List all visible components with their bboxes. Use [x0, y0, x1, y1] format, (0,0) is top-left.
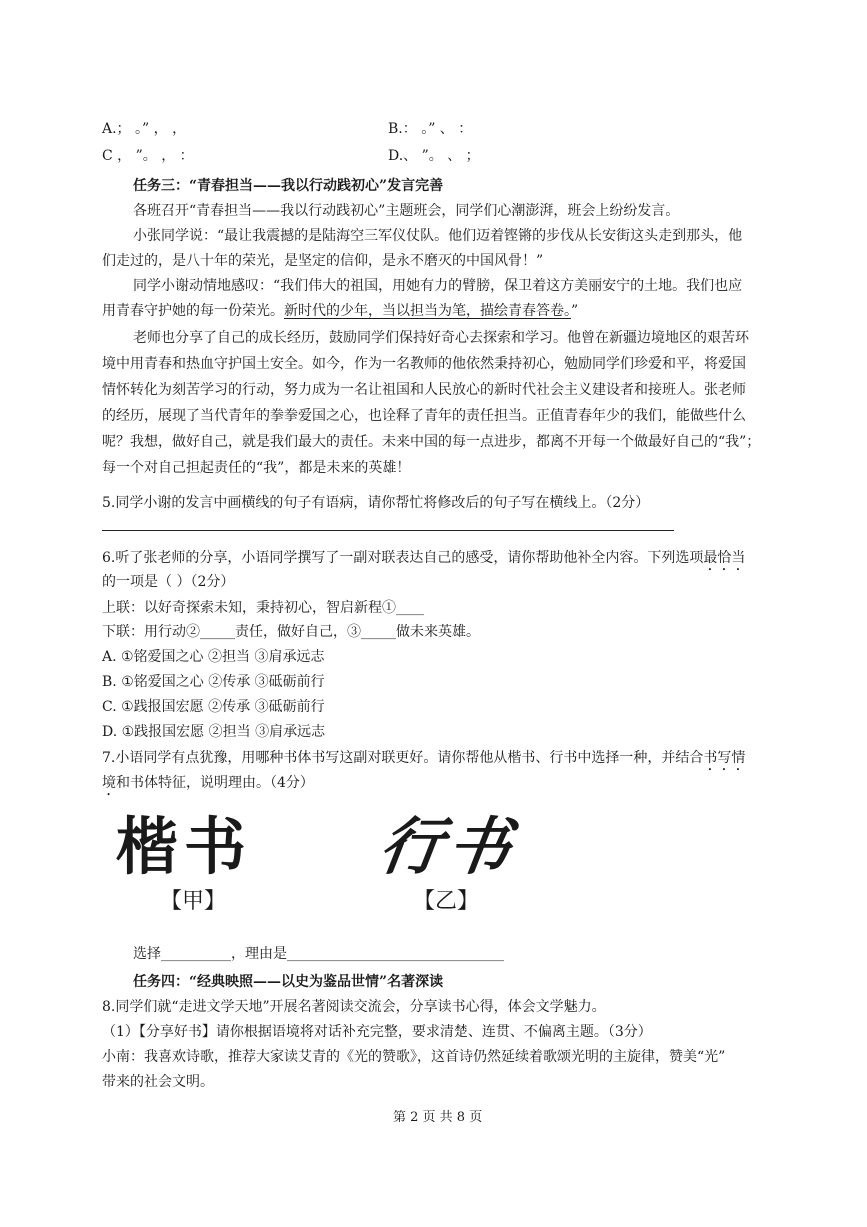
q6-emphasis: 最恰当 — [703, 550, 746, 566]
task3-intro: 各班召开“青春担当——我以行动践初心”主题班会，同学们心潮澎湃，班会上纷纷发言。 — [133, 203, 680, 219]
option-b: B.： 。” 、 ： — [388, 121, 473, 137]
teacher-line-4: 的经历，展现了当代青年的拳拳爱国之心，也诠释了青年的责任担当。正值青春年少的我们，能做些什么 — [102, 408, 746, 424]
q7-answer-line[interactable]: 选择__________，理由是_______________________________ — [133, 946, 504, 962]
option-a: A.； 。” ， ， — [102, 121, 187, 137]
q7-emphasis-1: 书写情 — [703, 750, 746, 766]
couplet-upper: 上联：以好奇探索未知，秉持初心，智启新程①____ — [102, 600, 424, 616]
xiaonan-line-1: 小南：我喜欢诗歌，推荐大家读艾青的《光的赞歌》，这首诗仍然延续着歌颂光明的主旋律，赞美“光” — [102, 1049, 726, 1065]
xie-speech-line-2 — [102, 301, 578, 321]
xingshu-sample: 行书 — [374, 810, 522, 883]
zhang-speech-line-2: 们走过的，是八十年的荣光，是坚定的信仰，是永不磨灭的中国风骨！” — [102, 253, 544, 269]
q5-answer-line[interactable] — [102, 530, 674, 531]
label-yi: 【乙】 — [413, 889, 480, 914]
q6-option-a: A. ①铭爱国之心 ②担当 ③肩承远志 — [102, 649, 325, 665]
q7-prompt-text: 7.小语同学有点犹豫，用哪种书体书写这副对联更好。请你帮他从楷书、行书中选择一种，并结合 — [102, 750, 704, 766]
option-d: D.、 ”。 、 ； — [388, 148, 480, 164]
task4-title: 任务四：“经典映照——以史为鉴品世情”名著深读 — [133, 974, 444, 990]
kaishu-sample: 楷书 — [116, 810, 253, 883]
q5-prompt: 5.同学小谢的发言中画横线的句子有语病，请你帮忙将修改后的句子写在横线上。（2分） — [102, 495, 650, 511]
xie-speech-plain: 用青春守护她的每一份荣光。 — [102, 303, 284, 319]
q8-prompt: 8.同学们就“走进文学天地”开展名著阅读交流会，分享读书心得，体会文学魅力。 — [102, 999, 606, 1015]
teacher-line-3: 情怀转化为刻苦学习的行动，努力成为一名让祖国和人民放心的新时代社会主义建设者和接班人。张老师 — [102, 382, 746, 398]
q6-prompt-line-2: 的一项是（ ）（2分） — [102, 574, 235, 590]
q7-prompt-line-2 — [102, 773, 314, 799]
q6-option-d: D. ①践报国宏愿 ②担当 ③肩承远志 — [102, 724, 326, 740]
teacher-line-2: 境中用青春和热血守护国土安全。如今，作为一名教师的他依然秉持初心，勉励同学们珍爱和平，将爱国 — [102, 356, 746, 372]
task3-title: 任务三：“青春担当——我以行动践初心”发言完善 — [133, 178, 444, 194]
q7-emphasis-2: 境 — [102, 775, 116, 791]
xie-speech-end: ” — [571, 303, 579, 319]
q6-option-c: C. ①践报国宏愿 ②传承 ③砥砺前行 — [102, 699, 325, 715]
page-number: 第 2 页 共 8 页 — [393, 1110, 483, 1125]
xiaonan-line-2: 带来的社会文明。 — [102, 1074, 214, 1090]
teacher-line-5: 呢？我想，做好自己，就是我们最大的责任。未来中国的每一点进步，都离不开每一个做最好自己的“我”； — [102, 434, 761, 450]
couplet-lower: 下联：用行动②_____责任，做好自己，③_____做未来英雄。 — [102, 624, 480, 640]
q8-1-prompt: （1）【分享好书】请你根据语境将对话补充完整，要求清楚、连贯、不偏离主题。（3分） — [102, 1024, 652, 1040]
xie-speech-line-1: 同学小谢动情地感叹：“我们伟大的祖国，用她有力的臂膀，保卫着这方美丽安宁的土地。我们也应 — [133, 278, 743, 294]
zhang-speech-line-1: 小张同学说：“最让我震撼的是陆海空三军仪仗队。他们迈着铿锵的步伐从长安街这头走到那头，他 — [133, 228, 743, 244]
q6-prompt-line-1 — [102, 548, 745, 574]
label-jia: 【甲】 — [160, 889, 227, 914]
xie-underlined-sentence: 新时代的少年，当以担当为笔，描绘青春答卷。 — [284, 303, 571, 319]
teacher-line-6: 每一个对自己担起责任的“我”，都是未来的英雄！ — [102, 460, 411, 476]
q7-prompt-text-2: 和书体特征，说明理由。（4分） — [116, 775, 314, 791]
q7-prompt-line-1 — [102, 748, 745, 774]
option-c: C ， ”。 ， ： — [102, 148, 194, 164]
q6-option-b: B. ①铭爱国之心 ②传承 ③砥砺前行 — [102, 674, 325, 690]
teacher-line-1: 老师也分享了自己的成长经历，鼓励同学们保持好奇心去探索和学习。他曾在新疆边境地区的艰苦环 — [133, 330, 749, 346]
q6-prompt-text: 6.听了张老师的分享，小语同学撰写了一副对联表达自己的感受，请你帮助他补全内容。下列选项 — [102, 550, 704, 566]
